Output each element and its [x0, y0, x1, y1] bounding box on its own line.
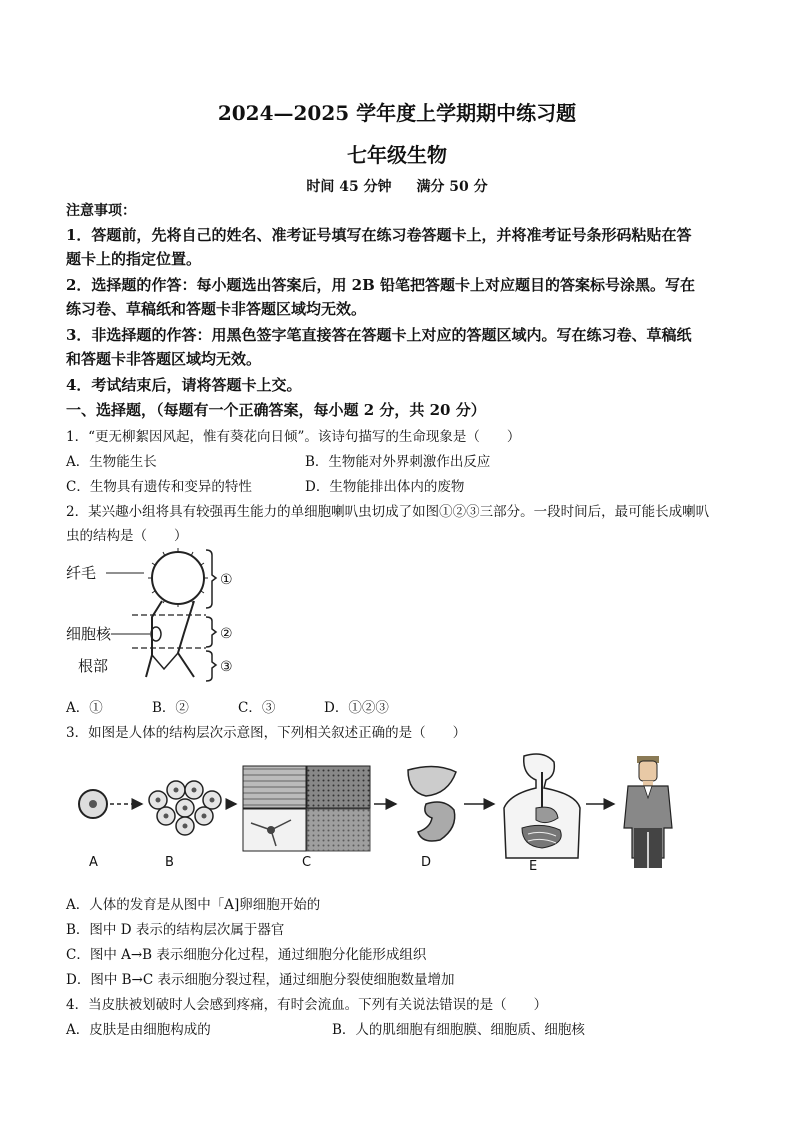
stage-c-tissues-icon: [243, 766, 370, 851]
stage-label-d: D: [421, 855, 432, 870]
exam-subject: 七年级生物: [347, 143, 447, 167]
q2-option-a: A．①: [66, 700, 103, 716]
marker-1: ①: [220, 572, 233, 588]
q3-option-a: A．人体的发育是从图中「A]卵细胞开始的: [66, 897, 321, 913]
label-root: 根部: [78, 657, 109, 675]
marker-2: ②: [220, 626, 233, 642]
q1-option-d: D．生物能排出体内的废物: [305, 479, 465, 495]
label-cilia: 纤毛: [66, 564, 97, 582]
stage-f-human-icon: [624, 756, 672, 868]
stage-e-digestive-system-icon: [504, 754, 580, 858]
exam-time: 时间 45 分钟: [306, 179, 392, 195]
q3-option-d: D．图中 B→C 表示细胞分裂过程，通过细胞分裂使细胞数量增加: [66, 972, 455, 988]
q2-option-b: B．②: [152, 700, 189, 716]
exam-score: 满分 50 分: [416, 179, 488, 195]
stage-label-a: A: [89, 855, 98, 870]
stage-label-c: C: [302, 855, 312, 870]
section-heading: 一、选择题，（每题有一个正确答案，每小题 2 分，共 20 分）: [66, 401, 486, 419]
exam-time-score: [0, 176, 794, 196]
q4-option-a: A．皮肤是由细胞构成的: [66, 1022, 211, 1038]
notice-line: 4．考试结束后，请将答题卡上交。: [66, 376, 302, 394]
label-nucleus: 细胞核: [66, 625, 112, 643]
notice-line: 题卡上的指定位置。: [66, 250, 202, 268]
q3-option-b: B．图中 D 表示的结构层次属于器官: [66, 922, 285, 938]
q1-option-b: B．生物能对外界刺激作出反应: [305, 454, 491, 470]
notice-line: 2．选择题的作答：每小题选出答案后，用 2B 铅笔把答题卡上对应题目的答案标号涂黑。写在: [66, 276, 696, 294]
q1-stem: 1．“更无柳絮因风起，惟有葵花向日倾”。该诗句描写的生命现象是（ ）: [66, 429, 521, 445]
q2-option-d: D．①②③: [324, 700, 389, 716]
q2-option-c: C．③: [238, 700, 276, 716]
stage-b-cells-icon: [149, 781, 221, 835]
q3-option-c: C．图中 A→B 表示细胞分化过程，通过细胞分化能形成组织: [66, 947, 427, 963]
q1-option-c: C．生物具有遗传和变异的特性: [66, 479, 252, 495]
q4-stem: 4．当皮肤被划破时人会感到疼痛，有时会流血。下列有关说法错误的是（ ）: [66, 997, 548, 1013]
stage-label-e: E: [529, 859, 538, 874]
notice-line: 3．非选择题的作答：用黑色签字笔直接答在答题卡上对应的答题区域内。写在练习卷、草稿纸: [66, 326, 692, 344]
stage-d-organs-icon: [408, 766, 456, 841]
q2-stem-cont: 虫的结构是（ ）: [66, 528, 188, 544]
notice-heading: 注意事项：: [66, 203, 136, 219]
q1-option-a: A．生物能生长: [66, 454, 157, 470]
q4-option-b: B．人的肌细胞有细胞膜、细胞质、细胞核: [332, 1022, 585, 1038]
notice-line: 和答题卡非答题区域均无效。: [66, 350, 262, 368]
stage-label-b: B: [165, 855, 174, 870]
stage-a-cell-icon: [79, 790, 107, 818]
trumpet-animal-figure: [66, 545, 256, 690]
notice-line: 练习卷、草稿纸和答题卡非答题区域均无效。: [66, 300, 367, 318]
exam-title: 2024—2025 学年度上学期期中练习题: [217, 101, 577, 125]
body-structure-figure: [66, 748, 716, 878]
q2-stem: 2．某兴趣小组将具有较强再生能力的单细胞喇叭虫切成了如图①②③三部分。一段时间后，最可能长成喇叭: [66, 504, 710, 520]
q3-stem: 3．如图是人体的结构层次示意图，下列相关叙述正确的是（ ）: [66, 725, 467, 741]
notice-line: 1．答题前，先将自己的姓名、准考证号填写在练习卷答题卡上，并将准考证号条形码粘贴在答: [66, 226, 692, 244]
marker-3: ③: [220, 659, 233, 675]
